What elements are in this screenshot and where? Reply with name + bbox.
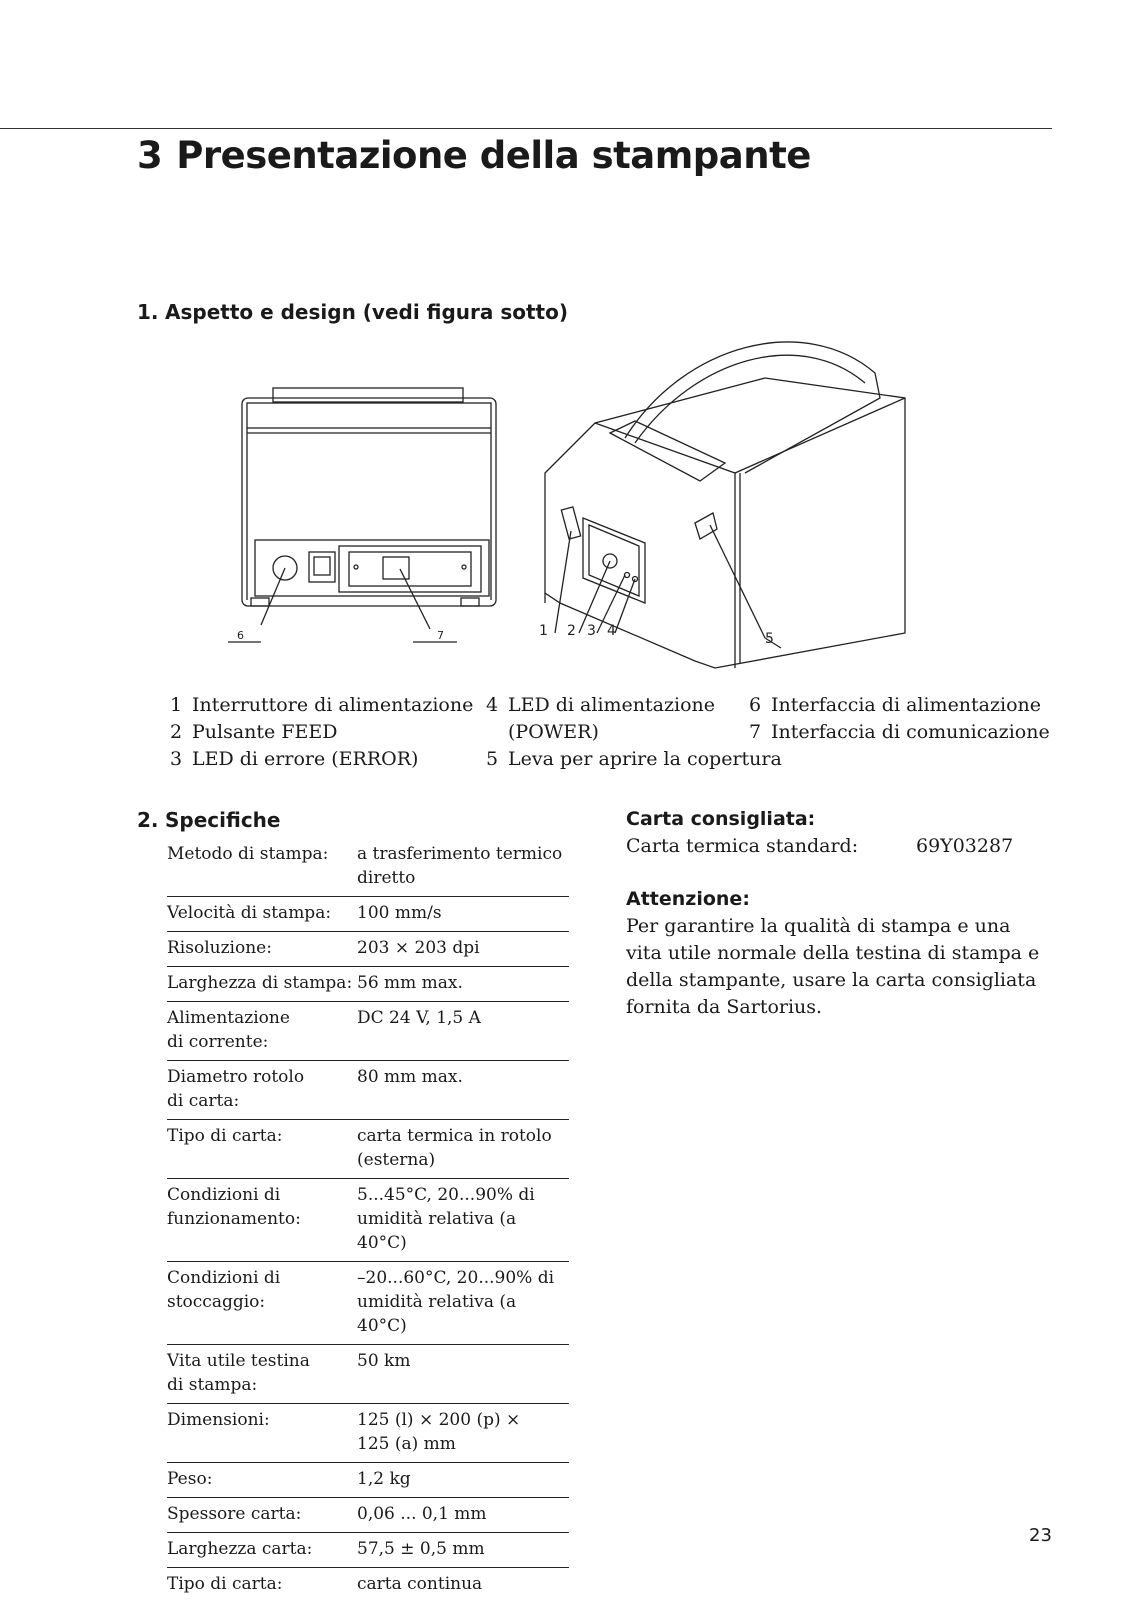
callout-3: 3	[587, 623, 596, 639]
spec-value: 80 mm max.	[357, 1061, 569, 1120]
spec-value: 50 km	[357, 1345, 569, 1404]
spec-row	[167, 897, 569, 932]
legend-item: 2 Pulsante FEED	[170, 719, 473, 746]
spec-key: Velocità di stampa:	[167, 897, 357, 932]
spec-key: Tipo di carta:	[167, 1568, 357, 1602]
recommended-paper-heading: Carta consigliata:	[626, 806, 1013, 833]
legend-item: 7 Interfaccia di comunicazione	[749, 719, 1050, 746]
printer-back-view-drawing	[225, 385, 515, 660]
spec-key: Condizioni di funzionamento:	[167, 1179, 357, 1262]
spec-value: 125 (l) × 200 (p) × 125 (a) mm	[357, 1404, 569, 1463]
spec-row	[167, 1533, 569, 1568]
callout-4: 4	[607, 623, 616, 639]
spec-key: Vita utile testina di stampa:	[167, 1345, 357, 1404]
callout-5: 5	[765, 631, 774, 647]
spec-row	[167, 1498, 569, 1533]
attention-line: vita utile normale della testina di stampa e	[626, 940, 1039, 967]
chapter-title: Presentazione della stampante	[176, 134, 811, 177]
spec-value: –20...60°C, 20...90% di umidità relativa (a 40°C)	[357, 1262, 569, 1345]
spec-value: carta termica in rotolo (esterna)	[357, 1120, 569, 1179]
callout-7: 7	[437, 629, 444, 642]
spec-key: Larghezza carta:	[167, 1533, 357, 1568]
section-2-heading: 2. Specifiche	[137, 808, 280, 832]
spec-value: carta continua	[357, 1568, 569, 1602]
recommended-paper	[626, 806, 1013, 860]
attention-line: Per garantire la qualità di stampa e una	[626, 913, 1039, 940]
spec-value: DC 24 V, 1,5 A	[357, 1002, 569, 1061]
spec-key: Larghezza di stampa:	[167, 967, 357, 1002]
page-title	[137, 134, 811, 177]
spec-row	[167, 1463, 569, 1498]
callout-2: 2	[567, 623, 576, 639]
spec-row	[167, 1404, 569, 1463]
spec-row	[167, 1002, 569, 1061]
spec-row	[167, 1120, 569, 1179]
spec-value: 100 mm/s	[357, 897, 569, 932]
spec-row	[167, 932, 569, 967]
spec-row	[167, 1179, 569, 1262]
spec-row	[167, 838, 569, 897]
spec-value: 57,5 ± 0,5 mm	[357, 1533, 569, 1568]
spec-key: Metodo di stampa:	[167, 838, 357, 897]
legend-item: (POWER)	[486, 719, 782, 746]
paper-code: 69Y03287	[916, 833, 1013, 860]
spec-value: a trasferimento termico diretto	[357, 838, 569, 897]
spec-key: Diametro rotolo di carta:	[167, 1061, 357, 1120]
callout-6: 6	[237, 629, 244, 642]
legend-col-2	[486, 692, 782, 773]
legend-item: 3 LED di errore (ERROR)	[170, 746, 473, 773]
legend-item: 4 LED di alimentazione	[486, 692, 782, 719]
spec-key: Alimentazione di corrente:	[167, 1002, 357, 1061]
attention-heading: Attenzione:	[626, 886, 1039, 913]
spec-value: 1,2 kg	[357, 1463, 569, 1498]
spec-value: 0,06 ... 0,1 mm	[357, 1498, 569, 1533]
paper-label: Carta termica standard:	[626, 833, 916, 860]
chapter-number: 3	[137, 134, 162, 177]
legend-col-3	[749, 692, 1050, 746]
callout-1: 1	[539, 623, 548, 639]
page-number: 23	[1029, 1525, 1052, 1546]
spec-row	[167, 967, 569, 1002]
legend-item: 5 Leva per aprire la copertura	[486, 746, 782, 773]
spec-row	[167, 1262, 569, 1345]
spec-value: 203 × 203 dpi	[357, 932, 569, 967]
spec-row	[167, 1061, 569, 1120]
legend-item: 6 Interfaccia di alimentazione	[749, 692, 1050, 719]
spec-key: Spessore carta:	[167, 1498, 357, 1533]
attention-line: della stampante, usare la carta consigliata	[626, 967, 1039, 994]
attention-line: fornita da Sartorius.	[626, 994, 1039, 1021]
spec-value: 56 mm max.	[357, 967, 569, 1002]
attention-block	[626, 886, 1039, 1021]
spec-key: Risoluzione:	[167, 932, 357, 967]
legend-col-1	[170, 692, 473, 773]
spec-row	[167, 1345, 569, 1404]
specs-table	[167, 838, 569, 1602]
section-1-heading: 1. Aspetto e design (vedi figura sotto)	[137, 300, 568, 324]
spec-row	[167, 1568, 569, 1602]
recommended-paper-row	[626, 833, 1013, 860]
spec-key: Dimensioni:	[167, 1404, 357, 1463]
top-rule	[0, 128, 1052, 129]
spec-key: Condizioni di stoccaggio:	[167, 1262, 357, 1345]
legend-item: 1 Interruttore di alimentazione	[170, 692, 473, 719]
spec-key: Peso:	[167, 1463, 357, 1498]
printer-front-view-drawing	[535, 303, 935, 683]
spec-key: Tipo di carta:	[167, 1120, 357, 1179]
spec-value: 5...45°C, 20...90% di umidità relativa (a 40°C)	[357, 1179, 569, 1262]
